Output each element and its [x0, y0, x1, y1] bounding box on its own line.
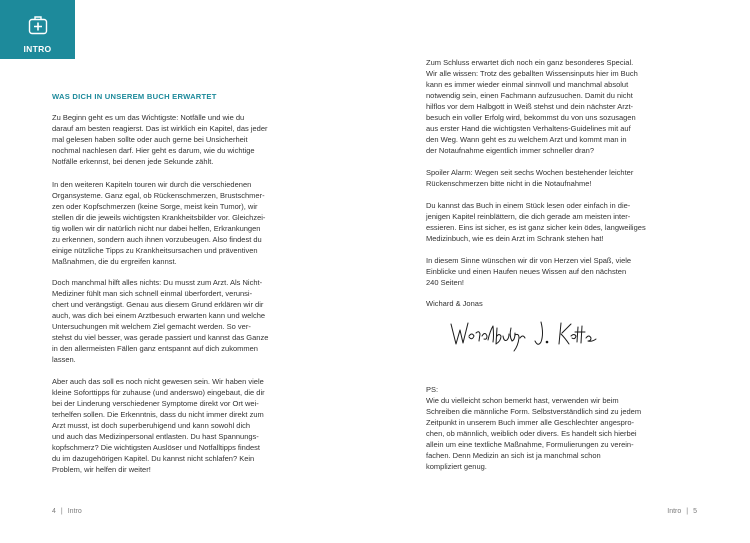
chapter-badge-label: INTRO [23, 44, 52, 54]
chapter-badge [0, 0, 75, 59]
paragraph: Aber auch das soll es noch nicht gewesen sein. Wir haben viele kleine Soforttipps für zuhause (und anderswo) eingebaut, die dir bei der Linderung verschiedener Symptome direkt vor Ort wei- terhelfen sollen. Die Erkenntnis, dass du nicht immer direkt zum Arzt musst, ist doch superberuhigend und kann sowohl dich und auch das Medizinpersonal entlasten. Du hast Spannungs- kopfschmerz? Die wichtigsten Auslöser und Notfalltipps findest du im dazugehörigen Kapitel. Du kannst nicht schlafen? Kein Problem, wir helfen dir weiter! [52, 377, 265, 474]
paragraph: Zu Beginn geht es um das Wichtigste: Notfälle und wie du darauf am besten reagierst. Das ist wirklich ein Kapitel, das jeder mal gelesen haben sollte oder auch gerne bei Unsicherheit nochmal nachlesen darf. Hier geht es darum, wie du wichtige Notfälle erkennst, bei denen jede Sekunde zählt. [52, 113, 268, 166]
paragraph: In diesem Sinne wünschen wir dir von Herzen viel Spaß, viele Einblicke und einen Haufen neues Wissen auf den nächsten 240 Seiten! [426, 256, 632, 287]
author-names: Wichard & Jonas [426, 299, 483, 308]
paragraph: Doch manchmal hilft alles nichts: Du musst zum Arzt. Als Nicht- Mediziner fühlt man sich schnell einmal überfordert, verunsi- chert und verängstigt. Genau aus diesem Grund erklären wir dir auch, was dich bei einem Arztbesuch erwarten kann und welche Untersuchungen mit welchem Ziel gemacht werden. So ver- stehst du viel besser, was gerade passiert und kannst das Ganze in den allermeisten Fällen ganz entspannt auf dich zukommen lassen. [52, 278, 269, 364]
footer-label: Intro [667, 508, 682, 515]
paragraph: In den weiteren Kapiteln touren wir durch die verschiedenen Organsysteme. Ganz egal, ob Rückenschmerzen, Brustschmer- zen oder Kopfschmerzen (keine Sorge, meist kein Tumor), wir stellen dir die jeweils wichtigsten Krankheitsbilder vor. Gleichzei- tig wollen wir dir natürlich nicht nur dabei helfen, Erkrankungen zu erkennen, sondern auch ihnen vorzubeugen. Also findest du einige nützliche Tipps zu Krankheitsursachen und präventiven Maßnahmen, die du ergreifen kannst. [52, 180, 266, 266]
first-aid-kit-icon [28, 15, 48, 37]
footer-label: Intro [67, 508, 82, 515]
page-number: 5 [693, 508, 697, 515]
author-signatures [449, 318, 599, 354]
paragraph: Spoiler Alarm: Wegen seit sechs Wochen bestehender leichter Rückenschmerzen bitte nicht in die Notaufnahme! [426, 168, 634, 188]
footer-separator: | [60, 508, 63, 515]
postscript: PS: Wie du vielleicht schon bemerkt hast, verwenden wir beim Schreiben die männliche Form. Selbstverständlich sind zu jedem Zeitpunkt in unserem Buch immer alle Geschlechter angespro- chen, ob männlich, weiblich oder divers. Es handelt sich hierbei allein um eine textliche Maßnahme, Formulierungen zu verein- fachen. Denn Medizin an sich ist ja manchmal schon kompliziert genug. [426, 385, 642, 471]
page-number: 4 [52, 508, 56, 515]
footer-separator: | [686, 508, 689, 515]
paragraph: Du kannst das Buch in einem Stück lesen oder einfach in die- jenigen Kapitel reinblättern, die dich gerade am meisten inter- essieren. Eins ist sicher, es ist ganz sicher kein ödes, langweiliges Medizinbuch, wie es dein Arzt im Schrank stehen hat! [426, 201, 646, 243]
page-footer-right [667, 508, 697, 515]
page-footer-left [52, 508, 82, 515]
section-heading: WAS DICH IN UNSEREM BUCH ERWARTET [52, 92, 217, 101]
paragraph: Zum Schluss erwartet dich noch ein ganz besonderes Special. Wir alle wissen: Trotz des geballten Wissensinputs hier im Buch kann es immer wieder einmal sinnvoll und manchmal absolut notwendig sein, einen Fachmann aufzusuchen. Damit du nicht hilflos vor dem Halbgott in Weiß stehst und dein nächster Arzt- besuch ein voller Erfolg wird, bekommst du von uns sozusagen aus erster Hand die wichtigsten Verhaltens-Guidelines mit auf den Weg. Wann geht es zu welchem Arzt und kommt man in der Notaufnahme eigentlich immer schneller dran? [426, 58, 638, 155]
